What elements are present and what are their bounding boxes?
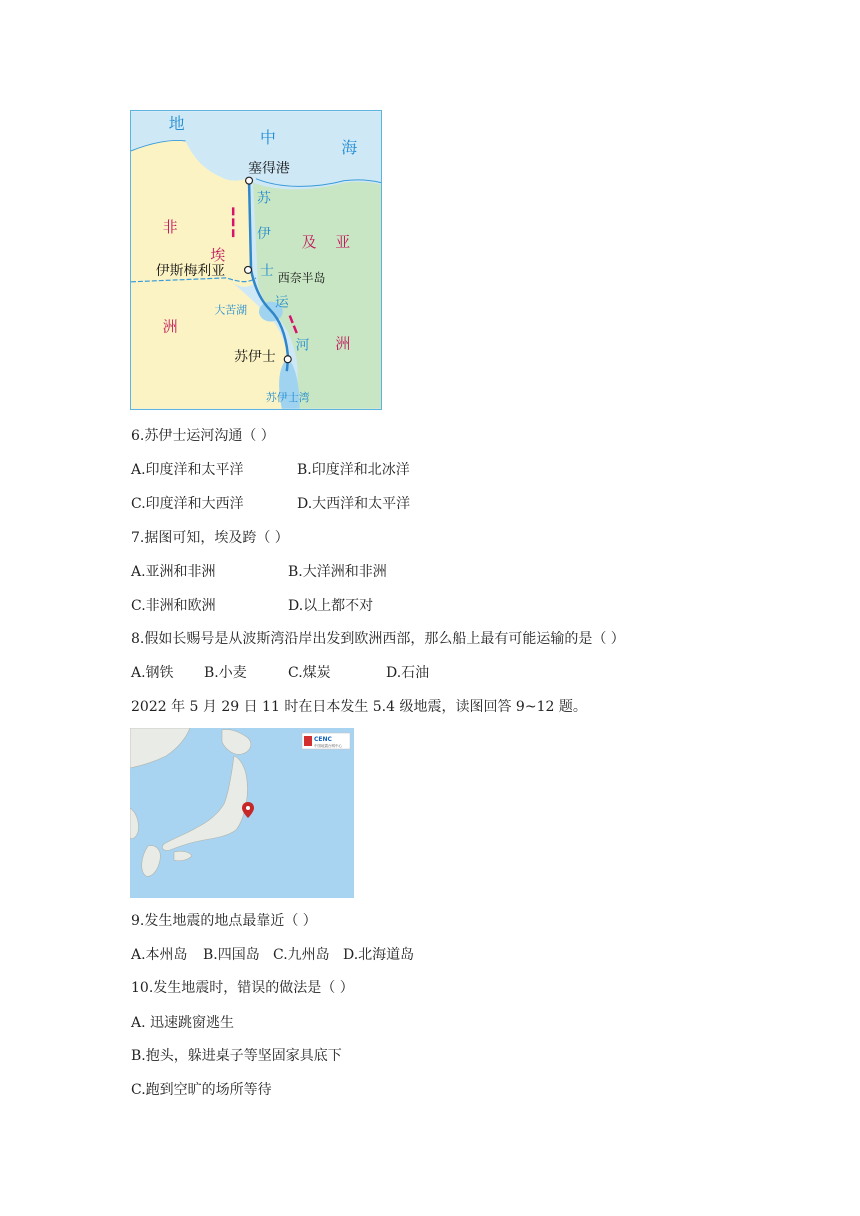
ismailia-label: 伊斯梅利亚 xyxy=(155,262,226,279)
q6-option-a: A.印度洋和太平洋 xyxy=(131,462,244,478)
japan-earthquake-map xyxy=(130,728,354,898)
egypt-label-1: 埃 xyxy=(210,246,226,264)
q8-option-c: C.煤炭 xyxy=(288,665,331,681)
q6-option-c: C.印度洋和大西洋 xyxy=(131,496,244,512)
q8-option-d: D.石油 xyxy=(386,665,430,681)
suez-canal-map xyxy=(130,110,382,410)
question-7-stem: 7.据图可知，埃及跨（ ） xyxy=(131,530,289,546)
canal-label-1: 苏 xyxy=(256,190,271,207)
q10-option-c: C.跑到空旷的场所等待 xyxy=(131,1082,272,1098)
q6-option-b: B.印度洋和北冰洋 xyxy=(297,462,410,478)
q9-option-b: B.四国岛 xyxy=(203,947,260,963)
sea-label-1: 地 xyxy=(168,114,185,134)
canal-label-2: 伊 xyxy=(256,226,271,243)
great-bitter-lake-label: 大苦湖 xyxy=(214,303,248,317)
question-9-stem: 9.发生地震的地点最靠近（ ） xyxy=(131,913,317,929)
q7-option-b: B.大洋洲和非洲 xyxy=(288,564,387,580)
q10-option-b: B.抱头，躲进桌子等坚固家具底下 xyxy=(131,1048,342,1064)
q9-option-a: A.本州岛 xyxy=(131,947,188,963)
egypt-label-2: 及 xyxy=(301,233,317,252)
q9-option-d: D.北海道岛 xyxy=(343,947,415,963)
question-10-stem: 10.发生地震时，错误的做法是（ ） xyxy=(131,980,354,996)
suez-label: 苏伊士 xyxy=(234,349,276,366)
earthquake-intro: 2022 年 5 月 29 日 11 时在日本发生 5.4 级地震，读图回答 9~12 题。 xyxy=(131,699,587,715)
canal-label-5: 河 xyxy=(295,337,310,354)
q6-option-d: D.大西洋和太平洋 xyxy=(297,496,411,512)
question-6-stem: 6.苏伊士运河沟通（ ） xyxy=(131,428,275,444)
q8-option-b: B.小麦 xyxy=(204,665,247,681)
africa-label-2: 洲 xyxy=(162,317,178,336)
cenc-logo-subtext: 中国地震台网中心 xyxy=(314,744,342,748)
port-said-label: 塞得港 xyxy=(248,160,290,177)
sea-label-2: 中 xyxy=(259,127,276,147)
canal-label-3: 士 xyxy=(259,262,274,279)
q7-option-c: C.非洲和欧洲 xyxy=(131,598,216,614)
q8-option-a: A.钢铁 xyxy=(131,665,174,681)
gulf-of-suez-label: 苏伊士湾 xyxy=(265,390,310,404)
q10-option-a: A. 迅速跳窗逃生 xyxy=(131,1015,235,1031)
q7-option-d: D.以上都不对 xyxy=(288,598,374,614)
q9-option-c: C.九州岛 xyxy=(273,947,330,963)
asia-label-1: 亚 xyxy=(335,233,351,252)
q7-option-a: A.亚洲和非洲 xyxy=(131,564,216,580)
question-8-stem: 8.假如长赐号是从波斯湾沿岸出发到欧洲西部，那么船上最有可能运输的是（ ） xyxy=(131,631,625,647)
cenc-logo-text: CENC xyxy=(314,736,332,743)
sea-label-3: 海 xyxy=(341,137,358,157)
sinai-label: 西奈半岛 xyxy=(277,270,326,285)
africa-label-1: 非 xyxy=(162,218,178,237)
canal-label-4: 运 xyxy=(274,294,289,311)
asia-label-2: 洲 xyxy=(335,334,351,353)
